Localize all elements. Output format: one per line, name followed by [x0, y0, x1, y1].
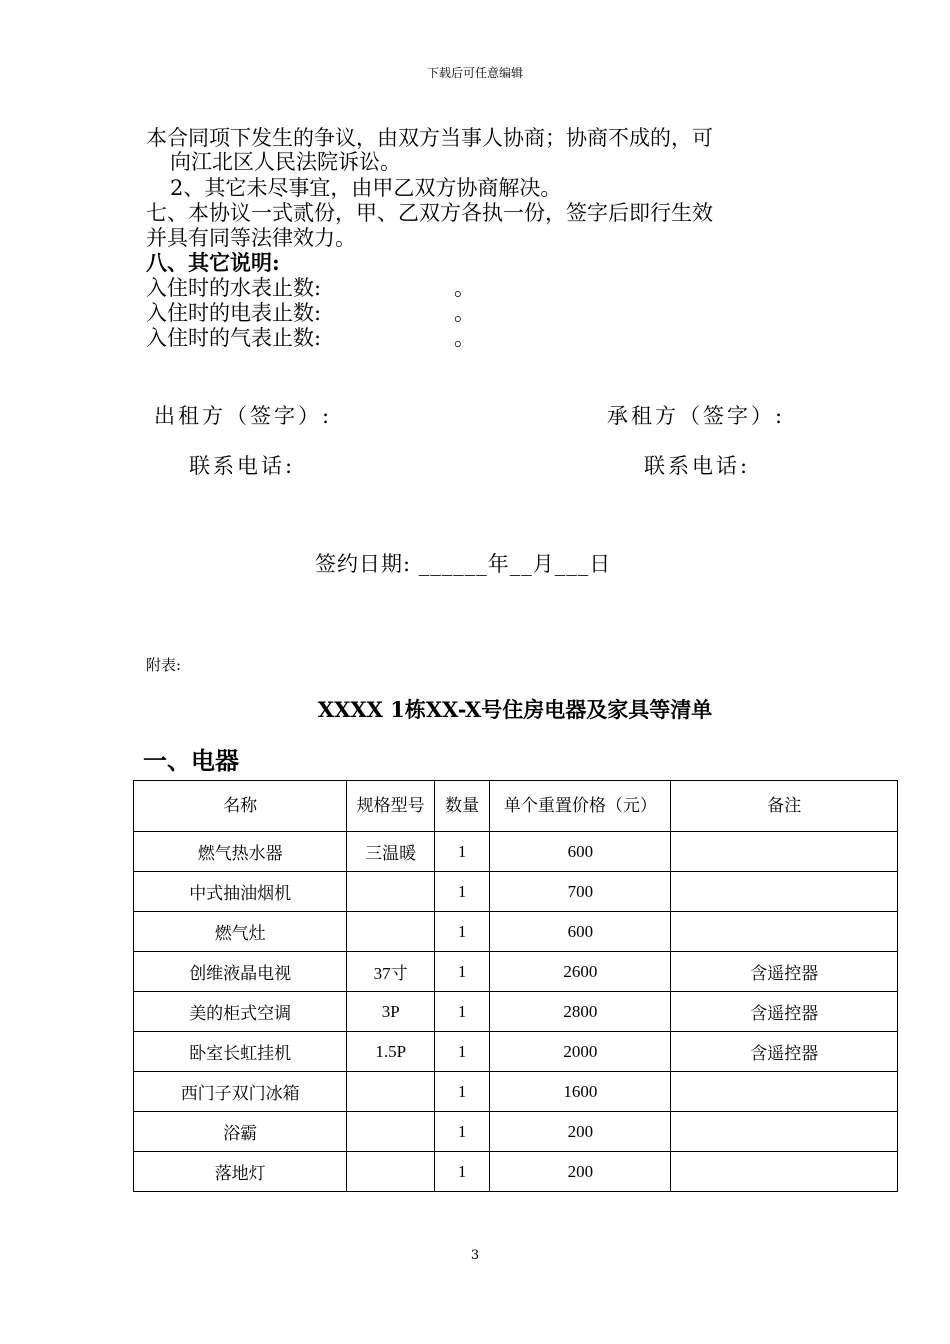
water-meter-label: 入住时的水表止数: [146, 276, 322, 300]
cell-spec: 3P [347, 992, 435, 1032]
page-number: 3 [470, 1248, 480, 1263]
cell-price: 2000 [490, 1032, 671, 1072]
table-row [134, 872, 898, 912]
table-row [134, 1032, 898, 1072]
lessor-phone-label: 联系电话: [189, 454, 296, 478]
cell-spec [347, 1152, 435, 1192]
appliance-inventory-table [133, 780, 898, 1192]
lessor-signature-label: 出租方（签字）: [154, 404, 333, 428]
cell-quantity: 1 [434, 832, 489, 872]
cell-name: 西门子双门冰箱 [134, 1072, 347, 1112]
cell-quantity: 1 [434, 1072, 489, 1112]
cell-remark [671, 1072, 898, 1112]
signing-date: 签约日期: ______年__月___日 [315, 552, 612, 576]
cell-remark [671, 832, 898, 872]
cell-remark [671, 872, 898, 912]
inventory-title: XXXX 1栋XX-X号住房电器及家具等清单 [317, 697, 713, 722]
table-row [134, 1072, 898, 1112]
cell-remark: 含遥控器 [671, 1032, 898, 1072]
cell-spec [347, 1072, 435, 1112]
cell-remark [671, 1152, 898, 1192]
table-row [134, 912, 898, 952]
cell-spec: 37寸 [347, 952, 435, 992]
cell-name: 燃气灶 [134, 912, 347, 952]
cell-spec: 三温暖 [347, 832, 435, 872]
lessee-signature-label: 承租方（签字）: [607, 404, 786, 428]
page-header: 下载后可任意编辑 [426, 66, 523, 80]
appliances-section-heading: 一、电器 [143, 746, 239, 775]
cell-name: 浴霸 [134, 1112, 347, 1152]
cell-quantity: 1 [434, 992, 489, 1032]
gas-meter-end: 。 [454, 326, 475, 350]
header-remark: 备注 [671, 781, 898, 832]
table-row [134, 1112, 898, 1152]
cell-spec [347, 912, 435, 952]
header-price: 单个重置价格（元） [490, 781, 671, 832]
table-row [134, 1152, 898, 1192]
cell-name: 创维液晶电视 [134, 952, 347, 992]
header-spec: 规格型号 [347, 781, 435, 832]
cell-name: 中式抽油烟机 [134, 872, 347, 912]
cell-remark [671, 1112, 898, 1152]
cell-price: 700 [490, 872, 671, 912]
cell-price: 600 [490, 912, 671, 952]
cell-name: 美的柜式空调 [134, 992, 347, 1032]
table-row [134, 992, 898, 1032]
cell-name: 卧室长虹挂机 [134, 1032, 347, 1072]
contract-line-court: 向江北区人民法院诉讼。 [170, 150, 401, 174]
cell-quantity: 1 [434, 1112, 489, 1152]
cell-spec [347, 872, 435, 912]
table-row [134, 832, 898, 872]
cell-quantity: 1 [434, 872, 489, 912]
attachment-label: 附表: [146, 656, 182, 674]
cell-spec: 1.5P [347, 1032, 435, 1072]
cell-remark: 含遥控器 [671, 992, 898, 1032]
lessee-phone-label: 联系电话: [644, 454, 751, 478]
electric-meter-label: 入住时的电表止数: [146, 301, 322, 325]
table-row [134, 952, 898, 992]
cell-price: 200 [490, 1152, 671, 1192]
water-meter-end: 。 [454, 276, 475, 300]
contract-line-dispute: 本合同项下发生的争议，由双方当事人协商；协商不成的，可 [146, 126, 713, 150]
table-header-row [134, 781, 898, 832]
header-quantity: 数量 [434, 781, 489, 832]
cell-price: 1600 [490, 1072, 671, 1112]
cell-spec [347, 1112, 435, 1152]
electric-meter-end: 。 [454, 301, 475, 325]
cell-name: 燃气热水器 [134, 832, 347, 872]
cell-quantity: 1 [434, 1152, 489, 1192]
contract-line-other: 2、其它未尽事宜，由甲乙双方协商解决。 [170, 176, 562, 200]
contract-line-validity: 并具有同等法律效力。 [146, 226, 356, 250]
cell-quantity: 1 [434, 952, 489, 992]
cell-price: 2800 [490, 992, 671, 1032]
cell-price: 200 [490, 1112, 671, 1152]
contract-line-copies: 七、本协议一式贰份，甲、乙双方各执一份，签字后即行生效 [146, 201, 713, 225]
cell-remark [671, 912, 898, 952]
cell-quantity: 1 [434, 912, 489, 952]
gas-meter-label: 入住时的气表止数: [146, 326, 322, 350]
cell-name: 落地灯 [134, 1152, 347, 1192]
cell-remark: 含遥控器 [671, 952, 898, 992]
header-name: 名称 [134, 781, 347, 832]
section-heading-other-notes: 八、其它说明: [146, 250, 280, 275]
cell-quantity: 1 [434, 1032, 489, 1072]
cell-price: 2600 [490, 952, 671, 992]
cell-price: 600 [490, 832, 671, 872]
